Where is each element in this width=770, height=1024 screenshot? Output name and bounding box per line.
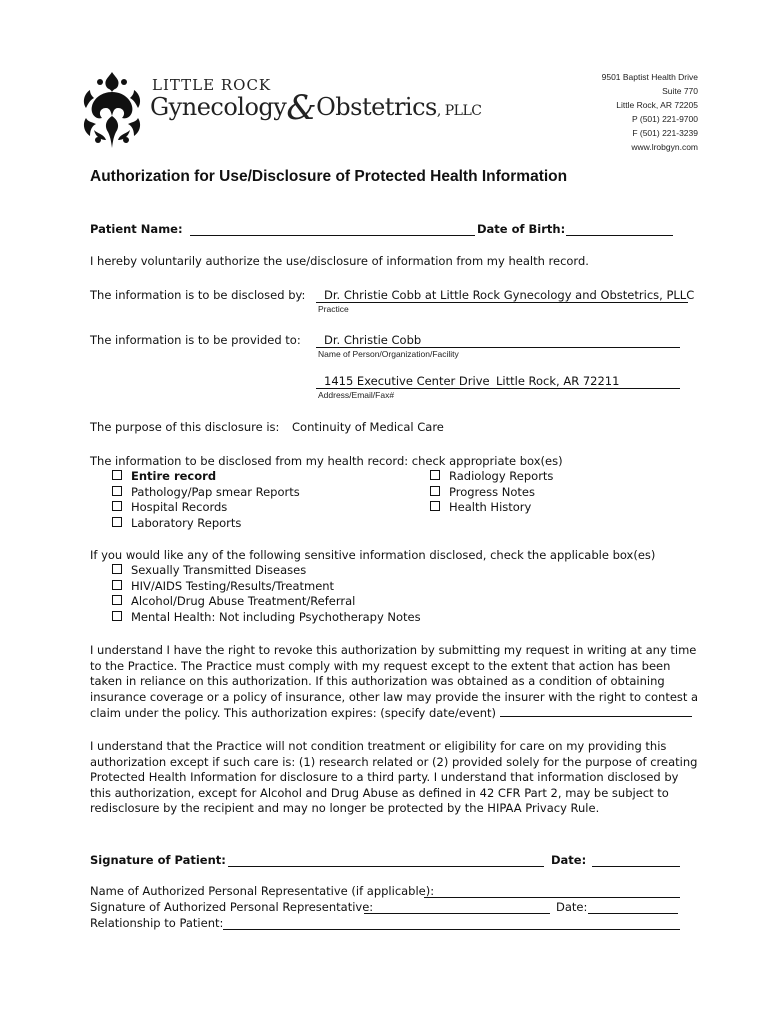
provided-to-field[interactable] <box>316 333 680 348</box>
website-line: www.lrobgyn.com <box>631 142 698 152</box>
disclosed-by-label: The information is to be disclosed by: <box>90 288 306 302</box>
paragraph-line: I understand that the Practice will not condition treatment or eligibility for care on my providing this <box>90 739 667 753</box>
paragraph-line: to the Practice. The Practice must comply with my request except to the extent that action has been <box>90 658 671 673</box>
address-line: 9501 Baptist Health Drive <box>601 72 698 82</box>
sensitive-intro: If you would like any of the following sensitive information disclosed, check the applicable box(es) <box>90 548 656 562</box>
checkbox[interactable] <box>112 595 122 605</box>
sensitive-option-std[interactable]: Sexually Transmitted Diseases <box>112 563 306 577</box>
fax-line: F (501) 221-3239 <box>632 128 698 138</box>
authorize-statement: I hereby voluntarily authorize the use/disclosure of information from my health record. <box>90 254 589 268</box>
phone-line: P (501) 221-9700 <box>631 114 698 124</box>
paragraph-line: I understand I have the right to revoke this authorization by submitting my request in writing at any time <box>90 643 697 657</box>
paragraph-line: insurance coverage or a policy of insurance, other law may provide the insurer with the right to contest a <box>90 689 699 704</box>
paragraph-line: Protected Health Information for disclosure to a third party. I understand that information disclosed by <box>90 770 679 785</box>
checkbox[interactable] <box>112 501 122 511</box>
brand-gynecology: Gynecology <box>150 93 287 121</box>
relationship-field[interactable] <box>223 916 680 930</box>
patient-name-field[interactable] <box>190 222 475 236</box>
address-city-value: Little Rock, AR 72211 <box>496 374 620 388</box>
disclosed-by-field[interactable] <box>316 288 695 303</box>
dob-field[interactable] <box>566 222 673 236</box>
records-intro: The information to be disclosed from my health record: check appropriate box(es) <box>90 454 563 468</box>
rep-date-label: Date: <box>556 900 588 914</box>
practice-caption: Practice <box>318 304 349 314</box>
provided-to-value: Dr. Christie Cobb <box>324 333 422 347</box>
checkbox[interactable] <box>430 501 440 511</box>
record-option-laboratory[interactable]: Laboratory Reports <box>112 516 241 530</box>
address-line: Little Rock, AR 72205 <box>616 100 698 110</box>
checkbox[interactable] <box>112 564 122 574</box>
practice-address <box>602 70 698 154</box>
disclosed-by-value: Dr. Christie Cobb at Little Rock Gynecology and Obstetrics, PLLC <box>324 288 695 302</box>
sensitive-option-mental-health[interactable]: Mental Health: Not including Psychotherapy Notes <box>112 610 421 624</box>
record-option-progress[interactable]: Progress Notes <box>430 485 535 499</box>
brand-obstetrics: Obstetrics <box>316 93 437 121</box>
checkbox[interactable] <box>112 611 122 621</box>
address-caption: Address/Email/Fax# <box>318 390 395 400</box>
record-option-entire[interactable]: Entire record <box>112 469 216 483</box>
rep-name-label: Name of Authorized Personal Representative (if applicable): <box>90 884 435 898</box>
purpose-label: The purpose of this disclosure is: <box>90 420 280 434</box>
sensitive-option-hiv[interactable]: HIV/AIDS Testing/Results/Treatment <box>112 579 334 593</box>
rep-signature-label: Signature of Authorized Personal Representative: <box>90 900 374 914</box>
paragraph-line: redisclosure by the recipient and may no longer be protected by the HIPAA Privacy Rule. <box>90 801 600 816</box>
condition-paragraph <box>90 739 697 817</box>
signature-label: Signature of Patient: <box>90 853 226 867</box>
checkbox[interactable] <box>112 517 122 527</box>
record-option-radiology[interactable]: Radiology Reports <box>430 469 553 483</box>
patient-signature-field[interactable] <box>228 853 544 867</box>
checkbox[interactable] <box>430 486 440 496</box>
address-street-value: 1415 Executive Center Drive <box>324 374 490 388</box>
recipient-caption: Name of Person/Organization/Facility <box>318 349 459 359</box>
rep-signature-field[interactable] <box>364 900 550 914</box>
patient-name-label: Patient Name: <box>90 222 183 236</box>
checkbox[interactable] <box>112 580 122 590</box>
expiration-field[interactable] <box>500 705 692 717</box>
brand-suffix: , PLLC <box>436 103 482 119</box>
paragraph-line: claim under the policy. This authorization expires: (specify date/event) <box>90 705 698 722</box>
brand-name-top: LITTLE ROCK <box>152 76 272 94</box>
form-title: Authorization for Use/Disclosure of Protected Health Information <box>90 168 568 185</box>
sensitive-option-alcohol-drug[interactable]: Alcohol/Drug Abuse Treatment/Referral <box>112 594 355 608</box>
purpose-value: Continuity of Medical Care <box>292 420 444 434</box>
checkbox[interactable] <box>112 470 122 480</box>
record-option-history[interactable]: Health History <box>430 500 531 514</box>
rep-date-field[interactable] <box>588 900 678 914</box>
paragraph-line: authorization except if such care is: (1) research related or (2) provided solely for the purpose of creating <box>90 754 698 769</box>
record-option-hospital[interactable]: Hospital Records <box>112 500 227 514</box>
signature-date-label: Date: <box>551 853 587 867</box>
rep-name-field[interactable] <box>424 884 680 898</box>
provided-to-label: The information is to be provided to: <box>90 333 301 347</box>
brand-name <box>150 88 482 128</box>
revoke-paragraph <box>90 643 698 722</box>
paragraph-line: taken in reliance on this authorization. If this authorization was obtained as a condition of obtaining <box>90 674 665 689</box>
recipient-address-field[interactable] <box>316 374 680 389</box>
address-line: Suite 770 <box>662 86 698 96</box>
dob-label: Date of Birth: <box>477 222 566 236</box>
record-option-pathology[interactable]: Pathology/Pap smear Reports <box>112 485 300 499</box>
relationship-label: Relationship to Patient: <box>90 916 224 930</box>
checkbox[interactable] <box>112 486 122 496</box>
paragraph-line: this authorization, except for Alcohol and Drug Abuse as defined in 42 CFR Part 2, may be subject to <box>90 785 669 800</box>
signature-date-field[interactable] <box>592 853 680 867</box>
checkbox[interactable] <box>430 470 440 480</box>
damask-logo-icon <box>80 70 144 150</box>
brand-ampersand: & <box>286 88 317 128</box>
